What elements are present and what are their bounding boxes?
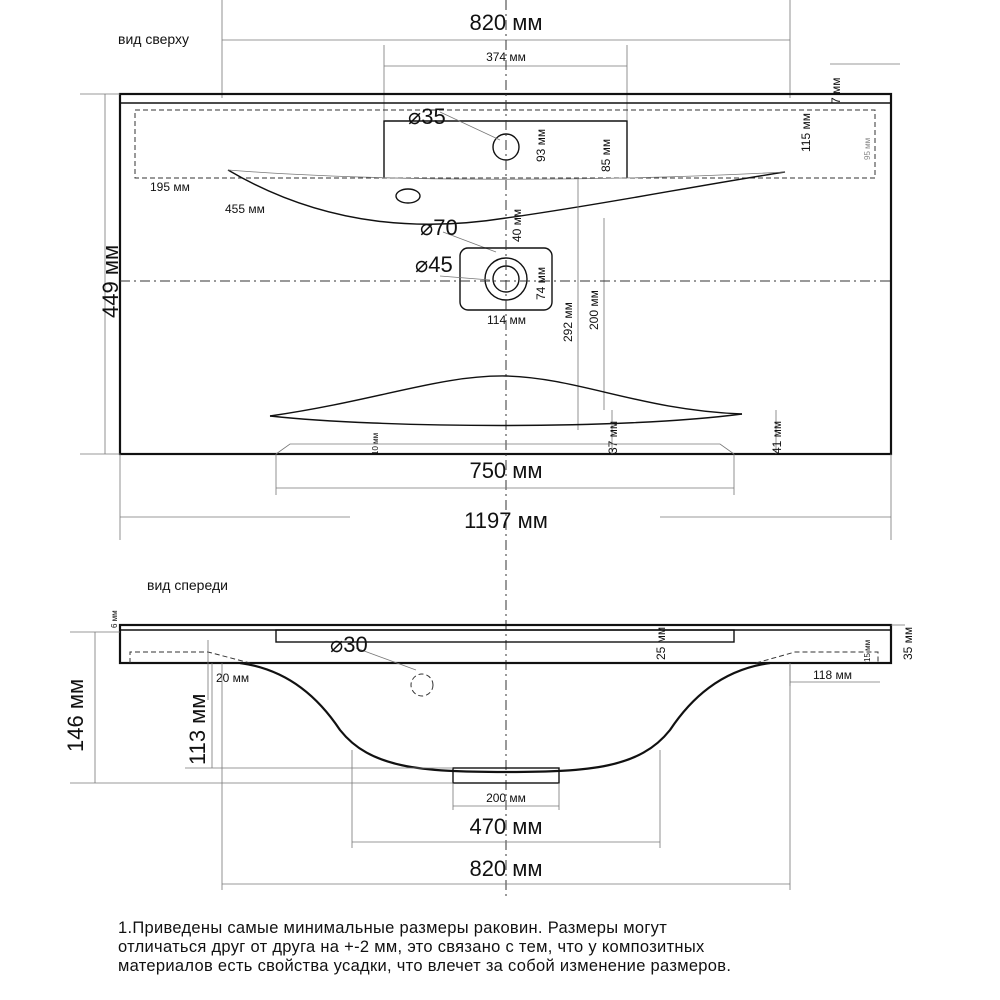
note-line-3: материалов есть свойства усадки, что влечет за собой изменение размеров. — [118, 957, 732, 975]
dim-292: 292 мм — [561, 302, 575, 342]
inner-dashed-right — [756, 652, 878, 663]
dim-diameter-70: ⌀70 — [420, 215, 458, 240]
dim-200-front: 200 мм — [486, 791, 526, 805]
front-ledge — [276, 444, 734, 454]
bowl-profile — [240, 663, 770, 772]
leader-line — [440, 112, 500, 140]
dim-6: 6 мм — [110, 610, 119, 628]
dim-146: 146 мм — [63, 678, 88, 752]
note-line-1: 1.Приведены самые минимальные размеры раковин. Размеры могут — [118, 919, 668, 937]
dim-41: 41 мм — [770, 420, 784, 454]
dim-449: 449 мм — [98, 244, 123, 318]
dim-7: 7 мм — [829, 77, 843, 104]
dim-1197: 1197 мм — [464, 508, 548, 533]
dim-195: 195 мм — [150, 180, 190, 194]
dim-470: 470 мм — [469, 814, 543, 839]
dim-40: 40 мм — [510, 208, 524, 242]
dim-374: 374 мм — [486, 50, 526, 64]
dim-114: 114 мм — [487, 313, 526, 327]
inner-dashed-left — [130, 652, 250, 663]
overflow-hole-front — [411, 674, 433, 696]
front-view-label: вид спереди — [147, 577, 228, 593]
dim-455: 455 мм — [225, 202, 265, 216]
dim-93: 93 мм — [534, 128, 548, 162]
dim-diameter-45: ⌀45 — [415, 252, 453, 277]
dim-15: 15 мм — [863, 639, 872, 662]
dim-95: 95 мм — [863, 137, 872, 160]
inner-dashed-rim — [135, 110, 875, 178]
dim-35-front: 35 мм — [901, 626, 915, 660]
overflow-hole — [396, 189, 420, 203]
dim-820-front: 820 мм — [469, 856, 543, 881]
dim-820-top: 820 мм — [469, 10, 543, 35]
dim-113: 113 мм — [185, 693, 210, 765]
dim-diameter-35: ⌀35 — [408, 104, 446, 129]
dim-37: 37 мм — [606, 420, 620, 454]
dim-85: 85 мм — [599, 138, 613, 172]
dim-20: 20 мм — [216, 671, 250, 685]
dim-115: 115 мм — [799, 113, 813, 152]
dim-74: 74 мм — [534, 266, 548, 300]
note-line-2: отличаться друг от друга на +-2 мм, это связано с тем, что у композитных — [118, 938, 705, 956]
dim-10: 10 мм — [371, 432, 380, 455]
top-view-label: вид сверху — [118, 31, 190, 47]
dim-200: 200 мм — [587, 290, 601, 330]
dim-25: 25 мм — [654, 626, 668, 660]
dim-diameter-30: ⌀30 — [330, 632, 368, 657]
dim-750: 750 мм — [469, 458, 543, 483]
dim-118: 118 мм — [813, 668, 852, 682]
